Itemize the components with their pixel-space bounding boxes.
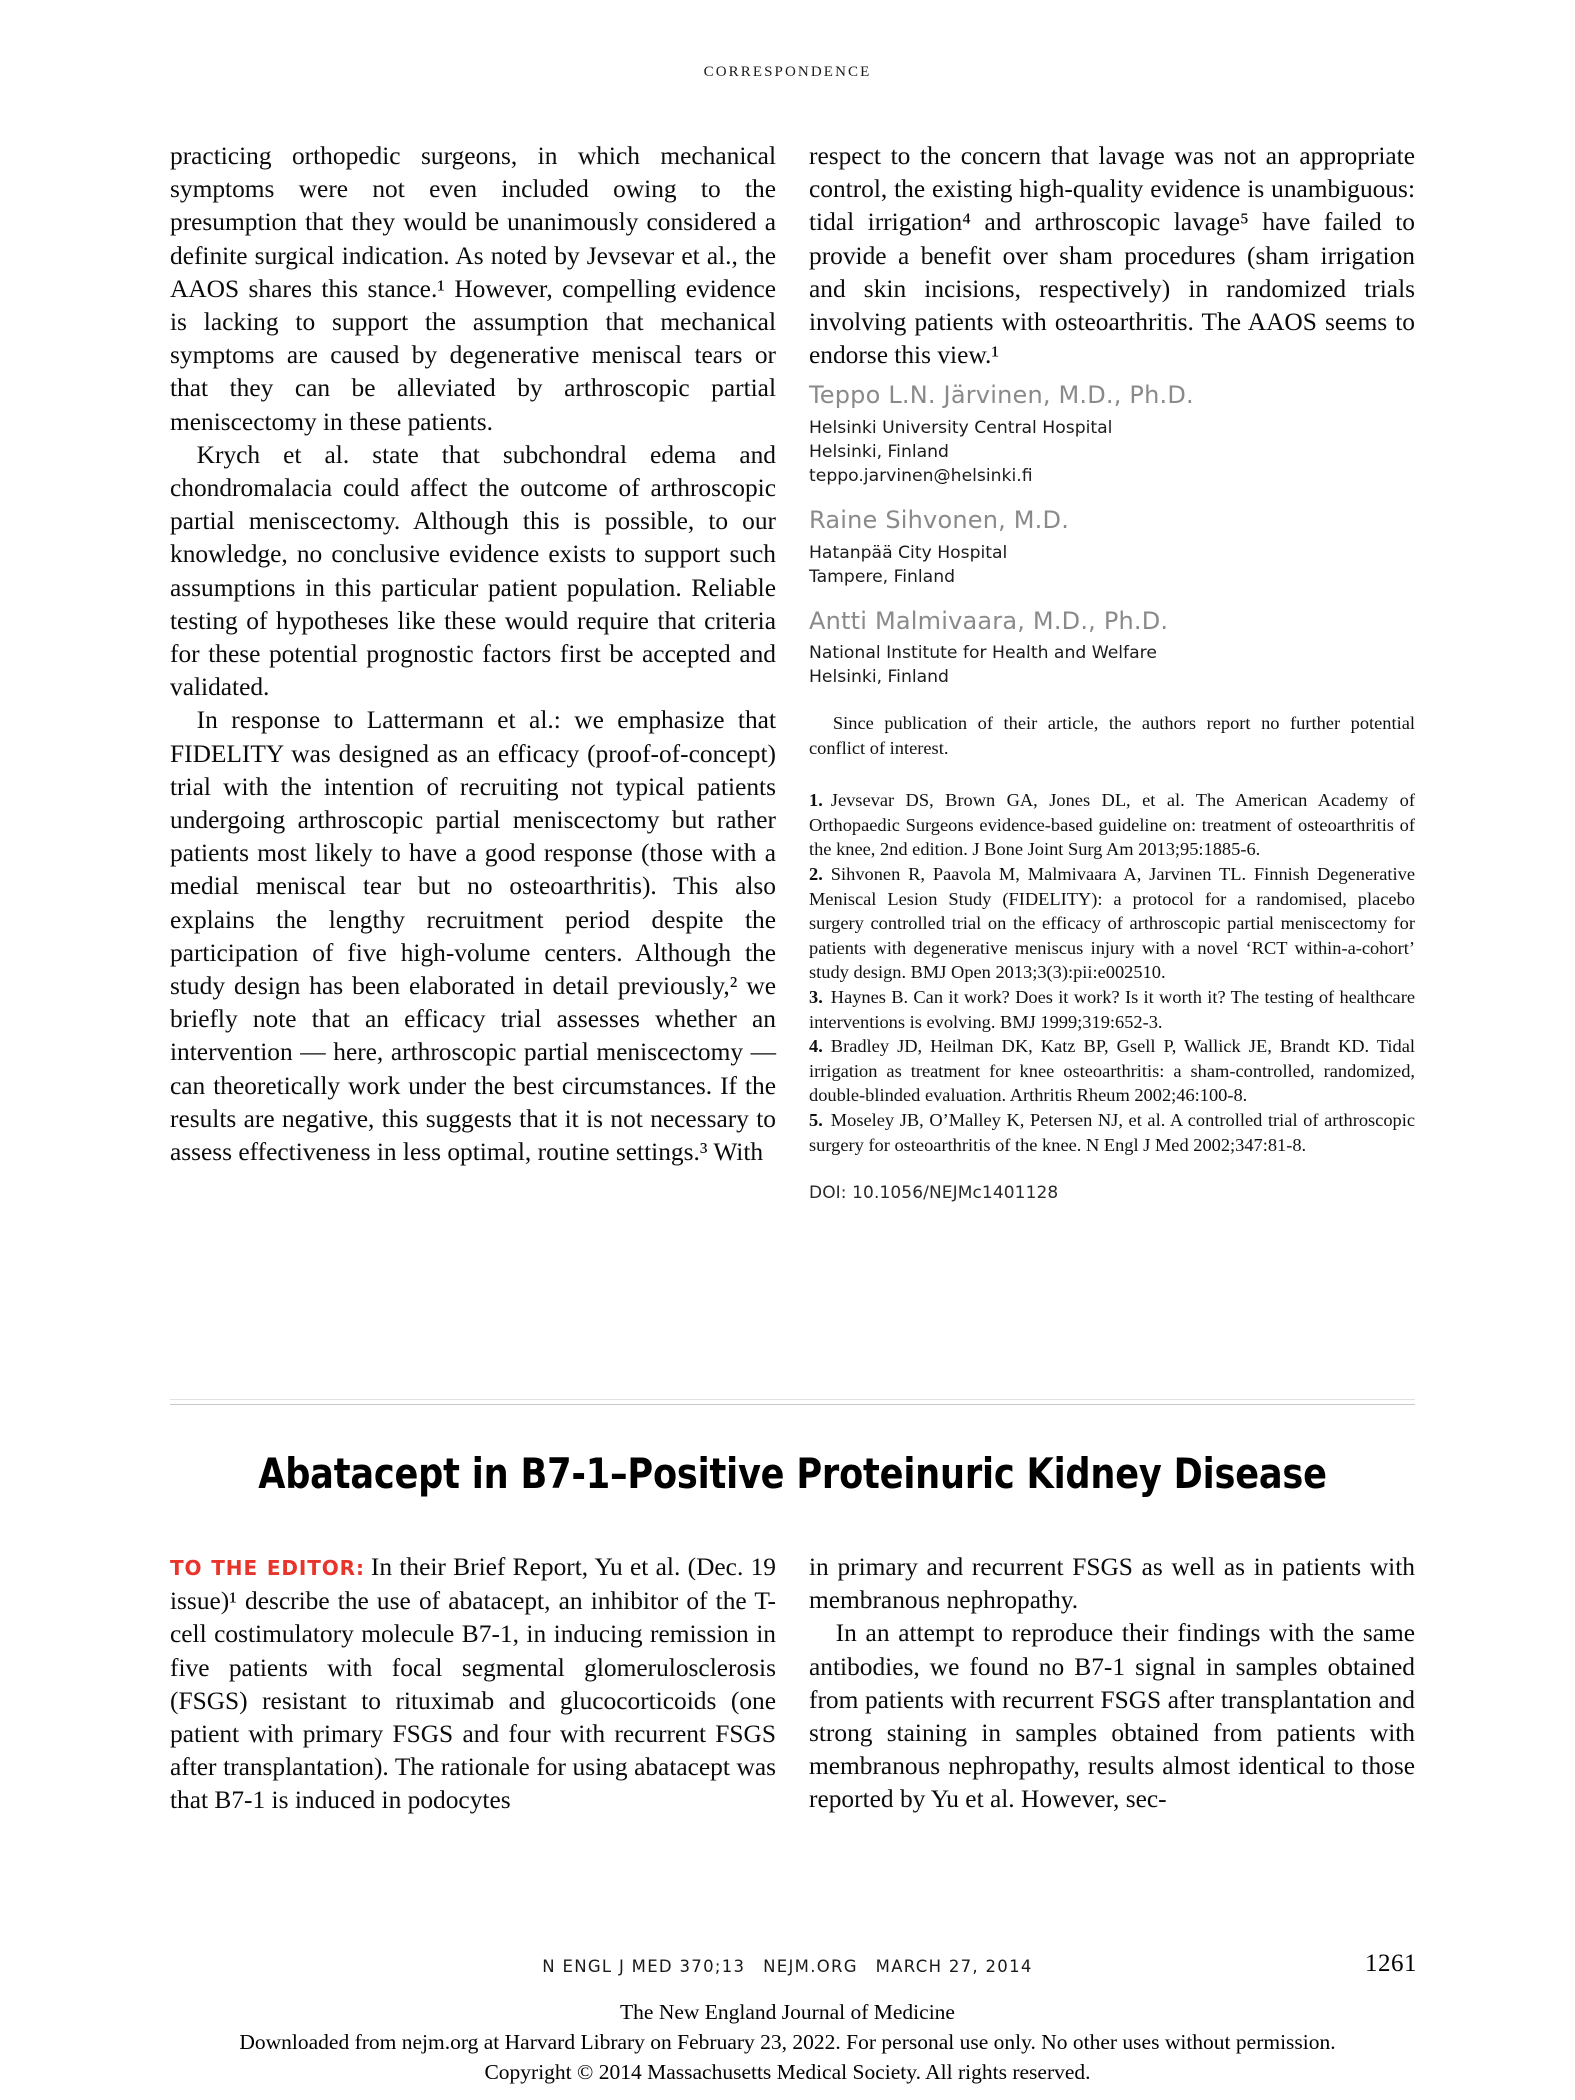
journal-citation-line: N ENGL J MED 370;13 NEJM.ORG MARCH 27, 2014 (542, 1957, 1033, 1976)
section-divider-top (170, 1399, 1415, 1400)
download-stamp-journal: The New England Journal of Medicine (620, 2000, 955, 2024)
article-title: Abatacept in B7-1–Positive Proteinuric Kidney Disease (258, 1449, 1327, 1498)
author-name: Teppo L.N. Järvinen, M.D., Ph.D. (809, 381, 1194, 410)
article-one (170, 140, 1415, 1203)
author-affiliation (809, 541, 1415, 589)
author-name: Raine Sihvonen, M.D. (809, 506, 1070, 535)
author-email[interactable]: teppo.jarvinen@helsinki.fi (809, 466, 1033, 487)
article-two (170, 1450, 1415, 1818)
affiliation-line: Hatanpää City Hospital (809, 542, 1008, 563)
reference-text: Jevsevar DS, Brown GA, Jones DL, et al. The American Academy of Orthopaedic Surgeons evidence-based guideline on: treatment of osteoarthritis of the knee, 2nd edition. J Bone Joint Surg Am 2013;95:1885-6. (809, 790, 1415, 860)
article-one-left-column (170, 140, 776, 1203)
download-stamp-copyright: Copyright © 2014 Massachusetts Medical Society. All rights reserved. (484, 2060, 1091, 2084)
affiliation-line: Helsinki University Central Hospital (809, 418, 1113, 439)
paragraph-text: In their Brief Report, Yu et al. (Dec. 19 issue)¹ describe the use of abatacept, an inhibitor of the T-cell costimulatory molecule B7-1, in inducing remission in five patients with focal segmental glomerulosclerosis (FSGS) resistant to rituximab and glucocorticoids (one patient with primary FSGS and four with recurrent FSGS after transplantation). The rationale for using abatacept was that B7-1 is induced in podocytes (170, 1553, 776, 1815)
paragraph: Krych et al. state that subchondral edema and chondromalacia could affect the outcome of arthroscopic partial meniscectomy. Although this is possible, to our knowledge, no conclusive evidence exists to support such assumptions in this particular patient population. Reliable testing of hypotheses like these would require that criteria for these potential prognostic factors first be accepted and validated. (170, 440, 776, 702)
reference-item (809, 862, 1415, 985)
reference-text: Sihvonen R, Paavola M, Malmivaara A, Jarvinen TL. Finnish Degenerative Meniscal Lesion Study (FIDELITY): a protocol for a randomised, placebo surgery controlled trial on the efficacy of arthroscopic partial meniscectomy for patients with degenerative meniscus injury with a novel ‘RCT within-a-cohort’ study design. BMJ Open 2013;3(3):pii:e002510. (809, 863, 1415, 983)
affiliation-line: National Institute for Health and Welfare (809, 643, 1157, 664)
paragraph (170, 1551, 776, 1818)
reference-text: Moseley JB, O’Malley K, Petersen NJ, et al. A controlled trial of arthroscopic surgery for osteoarthritis of the knee. N Engl J Med 2002;347:81-8. (809, 1109, 1415, 1155)
running-head: CORRESPONDENCE (703, 64, 872, 80)
section-divider (170, 1404, 1415, 1405)
author-affiliation (809, 416, 1415, 488)
article-two-right-column (809, 1551, 1415, 1818)
reference-item (809, 1108, 1415, 1157)
article-two-left-column (170, 1551, 776, 1818)
reference-number: 4. (809, 1036, 823, 1057)
affiliation-line: Helsinki, Finland (809, 667, 949, 688)
reference-text: Haynes B. Can it work? Does it work? Is it worth it? The testing of healthcare interventions is evolving. BMJ 1999;319:652-3. (809, 986, 1415, 1032)
to-the-editor-label: TO THE EDITOR: (170, 1556, 365, 1581)
article-one-right-column (809, 140, 1415, 1203)
article-one-columns (170, 140, 1415, 1203)
reference-number: 5. (809, 1109, 823, 1130)
doi-label[interactable]: DOI: 10.1056/NEJMc1401128 (809, 1183, 1059, 1204)
reference-item (809, 1034, 1415, 1108)
author-block (809, 382, 1415, 689)
paragraph: In response to Lattermann et al.: we emphasize that FIDELITY was designed as an efficacy (proof-of-concept) trial with the intention of recruiting not typical patients undergoing arthroscopic partial meniscectomy but rather patients most likely to have a good response (those with a medial meniscal tear but no osteoarthritis). This also explains the lengthy recruitment period despite the participation of five high-volume centers. Although the study design has been elaborated in detail previously,² we briefly note that an efficacy trial assesses whether an intervention — here, arthroscopic partial meniscectomy — can theoretically work under the best circumstances. If the results are negative, this suggests that it is not necessary to assess effectiveness in less optimal, routine settings.³ With (170, 706, 776, 1167)
conflict-of-interest-statement: Since publication of their article, the authors report no further potential conflict of interest. (809, 713, 1415, 759)
author-affiliation (809, 641, 1415, 689)
reference-text: Bradley JD, Heilman DK, Katz BP, Gsell P, Wallick JE, Brandt KD. Tidal irrigation as treatment for knee osteoarthritis: a sham-controlled, randomized, double-blinded evaluation. Arthritis Rheum 2002;46:100-8. (809, 1036, 1415, 1106)
page-number: 1261 (1365, 1950, 1417, 1977)
paragraph: practicing orthopedic surgeons, in which mechanical symptoms were not even included owing to the presumption that they would be unanimously considered a definite surgical indication. As noted by Jevsevar et al., the AAOS shares this stance.¹ However, compelling evidence is lacking to support the assumption that mechanical symptoms are caused by degenerative meniscal tears or that they can be alleviated by arthroscopic partial meniscectomy in these patients. (170, 142, 776, 436)
author-name: Antti Malmivaara, M.D., Ph.D. (809, 606, 1169, 635)
reference-number: 3. (809, 986, 823, 1007)
affiliation-line: Helsinki, Finland (809, 442, 949, 463)
reference-item (809, 788, 1415, 862)
affiliation-line: Tampere, Finland (809, 566, 956, 587)
article-two-columns (170, 1551, 1415, 1818)
download-stamp-source: Downloaded from nejm.org at Harvard Library on February 23, 2022. For personal use only. No other uses without permission. (239, 2030, 1336, 2054)
reference-number: 1. (809, 790, 823, 811)
paragraph: respect to the concern that lavage was not an appropriate control, the existing high-quality evidence is unambiguous: tidal irrigation⁴ and arthroscopic lavage⁵ have failed to provide a benefit over sham procedures (sham irrigation and skin incisions, respectively) in randomized trials involving patients with osteoarthritis. The AAOS seems to endorse this view.¹ (809, 142, 1415, 370)
paragraph: In an attempt to reproduce their findings with the same antibodies, we found no B7-1 signal in samples obtained from patients with recurrent FSGS after transplantation and strong staining in samples obtained from patients with membranous nephropathy, results almost identical to those reported by Yu et al. However, sec- (809, 1619, 1415, 1814)
reference-item (809, 985, 1415, 1034)
reference-number: 2. (809, 863, 823, 884)
reference-list (809, 788, 1415, 1157)
paragraph: in primary and recurrent FSGS as well as in patients with membranous nephropathy. (809, 1553, 1415, 1615)
